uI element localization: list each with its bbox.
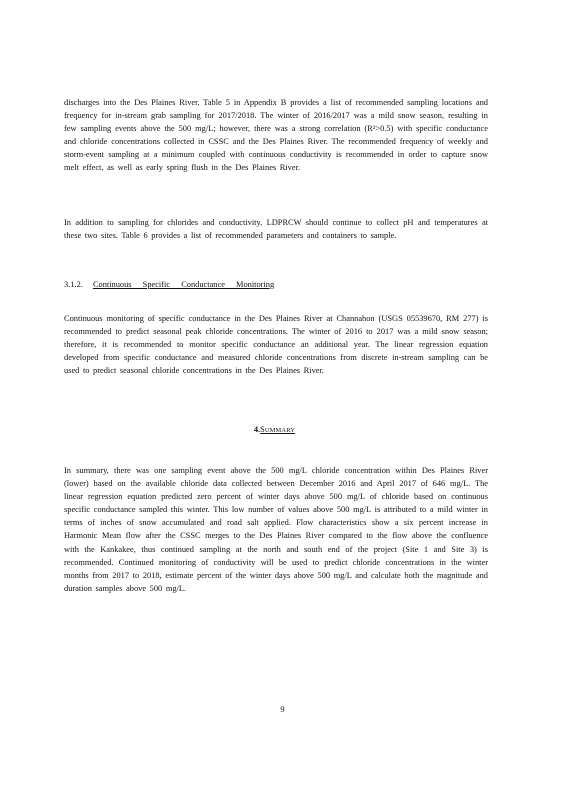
subsection-title: Continuous Specific Conductance Monitoring: [92, 280, 275, 289]
section-heading: [0, 424, 565, 437]
section-number: 4.: [253, 425, 261, 434]
subsection-number: 3.1.2.: [64, 280, 83, 289]
page-number: 9: [280, 705, 285, 714]
section-title-rest: UMMARY: [264, 427, 296, 434]
paragraph-sampling-recommendations: discharges into the Des Plaines River. Table 5 in Appendix B provides a list of recommended sampling locations and frequency for in-stream grab sampling for 2017/2018. The winter of 2016/2017 was a mild snow season, resulting in few sampling events above the 500 mg/L; however, there was a strong correlation (R²>0.5) with specific conductance and chloride concentrations collected in CSSC and the Des Plaines River. The recommended frequency of weekly and storm-event sampling at a minimum coupled with continuous conductivity is recommended in order to capture snow melt effect, as well as early spring flush in the Des Plaines River.: [64, 98, 488, 173]
paragraph-additional-parameters: In addition to sampling for chlorides and conductivity, LDPRCW should continue to collect pH and temperatures at these two sites. Table 6 provides a list of recommended parameters and containers to sample.: [64, 218, 488, 241]
subsection-heading: [64, 279, 288, 291]
paragraph-continuous-monitoring: Continuous monitoring of specific conductance in the Des Plaines River at Channahon (USGS 05539670, RM 277) is recommended to predict seasonal peak chloride concentrations. The winter of 2016 to 2017 was a mild snow season; therefore, it is recommended to monitor specific conductance an additional year. The linear regression equation developed from specific conductance and measured chloride concentrations from discrete in-stream sampling can be used to predict seasonal chloride concentrations in the Des Plaines River.: [64, 314, 488, 376]
paragraph-summary: In summary, there was one sampling event above the 500 mg/L chloride concentration within Des Plaines River (lower) based on the available chloride data collected between December 2016 and April 2017 of 646 mg/L. The linear regression equation predicted zero percent of winter days above 500 mg/L of chloride based on continuous specific conductance sampled this winter. This low number of values above 500 mg/L is attributed to a mild winter in terms of inches of snow accumulated and road salt applied. Flow characteristics show a six percent increase in Harmonic Mean flow after the CSSC merges to the Des Plaines River compared to the flow above the confluence with the Kankakee, thus continued sampling at the north and south end of the project (Site 1 and Site 3) is recommended. Continued monitoring of conductivity will be used to predict chloride concentrations in the winter months from 2017 to 2018, estimate percent of the winter days above 500 mg/L and calculate both the magnitude and duration samples above 500 mg/L.: [64, 466, 488, 593]
section-title-initial: S: [260, 425, 265, 434]
